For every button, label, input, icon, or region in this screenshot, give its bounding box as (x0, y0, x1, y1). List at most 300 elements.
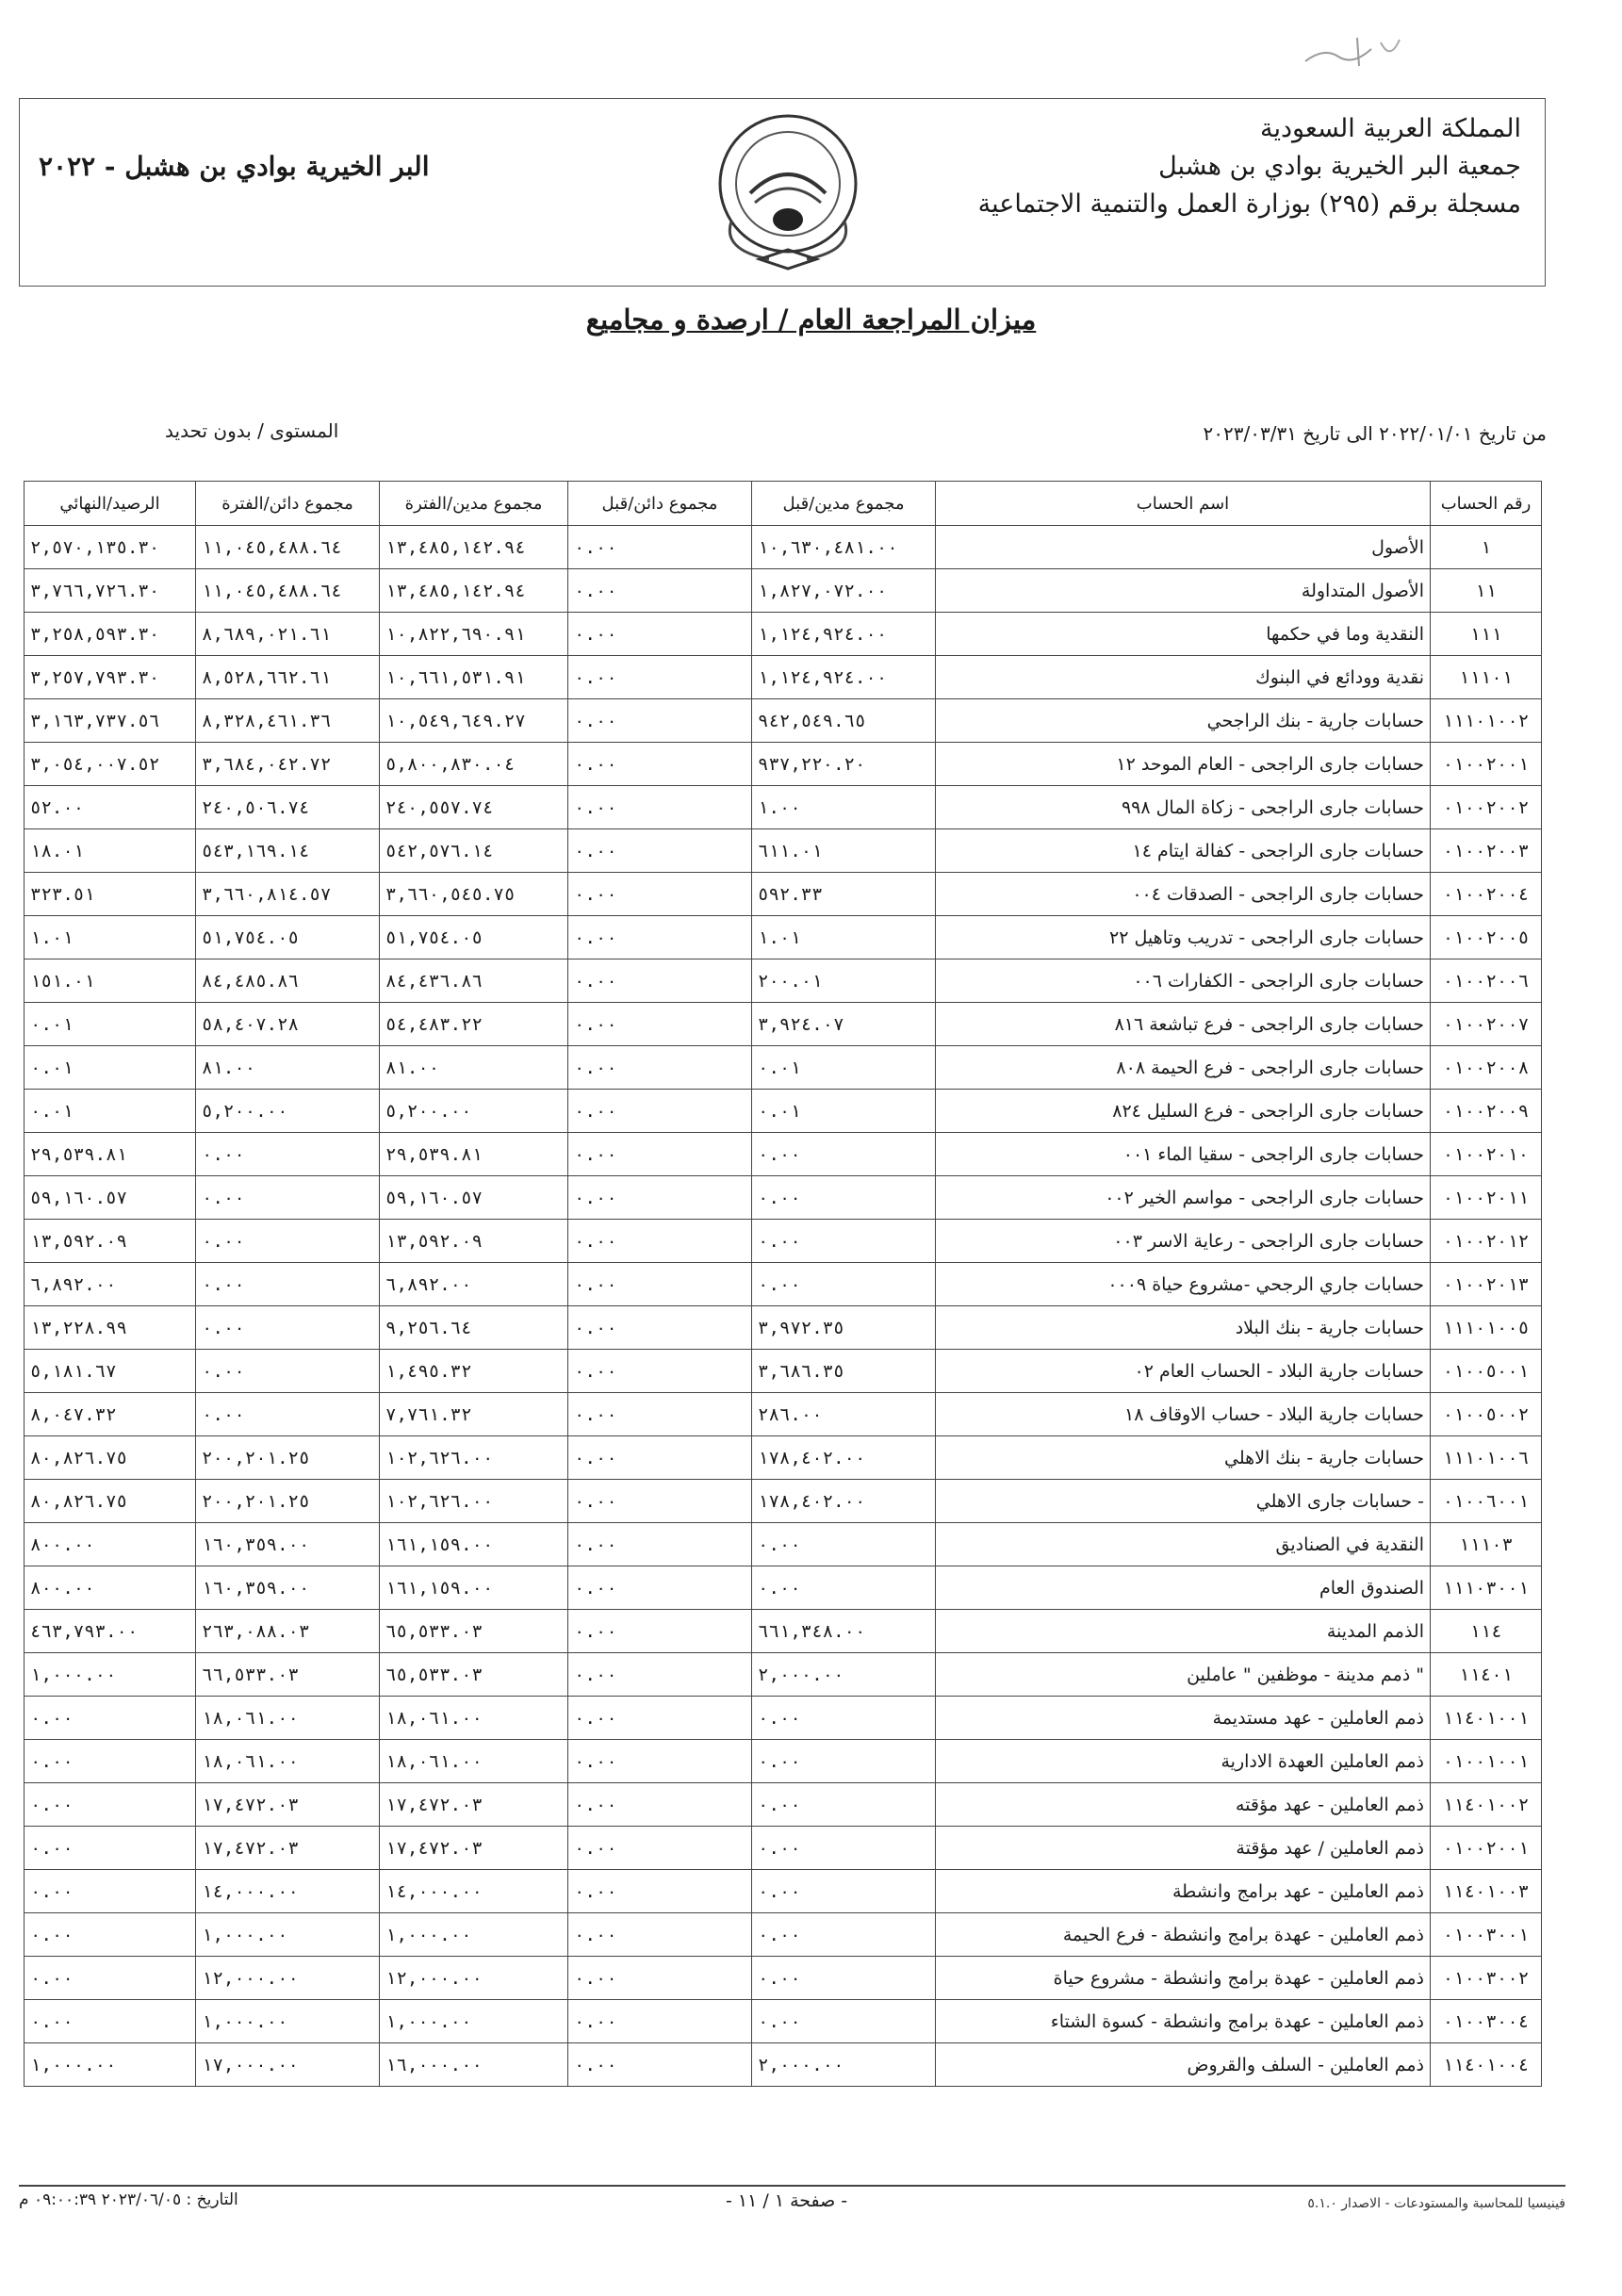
account-name-cell: حسابات جارية البلاد - حساب الاوقاف ١٨ (936, 1393, 1431, 1436)
credit-before-cell: ٠.٠٠ (568, 786, 752, 829)
debit-before-cell: ٠.٠٠ (752, 1263, 936, 1306)
level-filter: المستوى / بدون تحديد (165, 419, 339, 442)
credit-before-cell: ٠.٠٠ (568, 2043, 752, 2087)
account-number-cell: ٠١٠٠٥٠٠٢ (1431, 1393, 1542, 1436)
credit-period-cell: ٠.٠٠ (196, 1220, 380, 1263)
debit-period-cell: ١٠,٨٢٢,٦٩٠.٩١ (380, 613, 568, 656)
association-name: جمعية البر الخيرية بوادي بن هشبل (1158, 152, 1521, 181)
page-number: - صفحة ١ / ١١ - (726, 2190, 848, 2211)
final-balance-cell: ٠.٠٠ (25, 1783, 196, 1827)
debit-before-cell: ١٠,٦٣٠,٤٨١.٠٠ (752, 526, 936, 569)
account-name-cell: حسابات جارى الراجحى - تدريب وتاهيل ٢٢ (936, 916, 1431, 959)
debit-period-cell: ٥٩,١٦٠.٥٧ (380, 1176, 568, 1220)
final-balance-cell: ٥٢.٠٠ (25, 786, 196, 829)
debit-before-cell: ٢,٠٠٠.٠٠ (752, 1653, 936, 1697)
col-debit-period: مجموع مدين/الفترة (380, 482, 568, 526)
final-balance-cell: ١٣,٥٩٢.٠٩ (25, 1220, 196, 1263)
account-number-cell: ٠١٠٠٣٠٠١ (1431, 1913, 1542, 1957)
table-row (25, 1740, 1542, 1783)
final-balance-cell: ٨٠٠.٠٠ (25, 1566, 196, 1610)
letterhead (19, 98, 1546, 287)
account-name-cell: حسابات جارى الراجحى - زكاة المال ٩٩٨ (936, 786, 1431, 829)
credit-period-cell: ١٢,٠٠٠.٠٠ (196, 1957, 380, 2000)
account-name-cell: - حسابات جارى الاهلي (936, 1480, 1431, 1523)
credit-before-cell: ٠.٠٠ (568, 959, 752, 1003)
report-title: ميزان المراجعة العام / ارصدة و مجاميع (585, 303, 1037, 336)
credit-before-cell: ٠.٠٠ (568, 1176, 752, 1220)
credit-before-cell: ٠.٠٠ (568, 1306, 752, 1350)
debit-period-cell: ١٦١,١٥٩.٠٠ (380, 1523, 568, 1566)
account-number-cell: ٠١٠٠٢٠٠٧ (1431, 1003, 1542, 1046)
credit-period-cell: ٨,٥٢٨,٦٦٢.٦١ (196, 656, 380, 699)
debit-before-cell: ٠.٠٠ (752, 1957, 936, 2000)
account-name-cell: حسابات جارية - بنك البلاد (936, 1306, 1431, 1350)
table-row (25, 1870, 1542, 1913)
account-name-cell: ذمم العاملين - عهد مستديمة (936, 1697, 1431, 1740)
credit-period-cell: ١,٠٠٠.٠٠ (196, 1913, 380, 1957)
account-name-cell: حسابات جارى الراجحى - سقيا الماء ٠٠١ (936, 1133, 1431, 1176)
credit-period-cell: ٠.٠٠ (196, 1176, 380, 1220)
credit-period-cell: ١,٠٠٠.٠٠ (196, 2000, 380, 2043)
final-balance-cell: ٨,٠٤٧.٣٢ (25, 1393, 196, 1436)
account-name-cell: ذمم العاملين - عهد مؤقته (936, 1783, 1431, 1827)
credit-period-cell: ٨,٦٨٩,٠٢١.٦١ (196, 613, 380, 656)
account-name-cell: حسابات جارية البلاد - الحساب العام ٠٢ (936, 1350, 1431, 1393)
account-name-cell: حسابات جارى الراجحى - فرع الحيمة ٨٠٨ (936, 1046, 1431, 1090)
account-number-cell: ١١١٠١٠٠٥ (1431, 1306, 1542, 1350)
account-number-cell: ١١١ (1431, 613, 1542, 656)
table-row (25, 1653, 1542, 1697)
account-number-cell: ٠١٠٠٢٠٠٥ (1431, 916, 1542, 959)
table-row (25, 1263, 1542, 1306)
account-name-cell: نقدية وودائع في البنوك (936, 656, 1431, 699)
debit-period-cell: ٥٤٢,٥٧٦.١٤ (380, 829, 568, 873)
debit-period-cell: ١٢,٠٠٠.٠٠ (380, 1957, 568, 2000)
debit-period-cell: ٨٤,٤٣٦.٨٦ (380, 959, 568, 1003)
debit-period-cell: ٥١,٧٥٤.٠٥ (380, 916, 568, 959)
account-number-cell: ٠١٠٠٢٠٠٢ (1431, 786, 1542, 829)
account-name-cell: حسابات جارى الراجحى - الصدقات ٠٠٤ (936, 873, 1431, 916)
credit-period-cell: ١٨,٠٦١.٠٠ (196, 1740, 380, 1783)
credit-before-cell: ٠.٠٠ (568, 569, 752, 613)
account-name-cell: الأصول المتداولة (936, 569, 1431, 613)
handwritten-mark (1301, 28, 1404, 75)
final-balance-cell: ١٨.٠١ (25, 829, 196, 873)
table-row (25, 1090, 1542, 1133)
account-number-cell: ١ (1431, 526, 1542, 569)
account-number-cell: ١١١٠١ (1431, 656, 1542, 699)
debit-period-cell: ٦٥,٥٣٣.٠٣ (380, 1653, 568, 1697)
col-final-balance: الرصيد/النهائي (25, 482, 196, 526)
debit-before-cell: ٠.٠٠ (752, 1870, 936, 1913)
account-name-cell: حسابات جارية - بنك الاهلي (936, 1436, 1431, 1480)
debit-period-cell: ٥٤,٤٨٣.٢٢ (380, 1003, 568, 1046)
account-name-cell: الصندوق العام (936, 1566, 1431, 1610)
credit-period-cell: ٨٤,٤٨٥.٨٦ (196, 959, 380, 1003)
final-balance-cell: ١٥١.٠١ (25, 959, 196, 1003)
credit-before-cell: ٠.٠٠ (568, 1957, 752, 2000)
final-balance-cell: ٦,٨٩٢.٠٠ (25, 1263, 196, 1306)
debit-period-cell: ٢٤٠,٥٥٧.٧٤ (380, 786, 568, 829)
debit-period-cell: ١٣,٥٩٢.٠٩ (380, 1220, 568, 1263)
table-row (25, 2043, 1542, 2087)
final-balance-cell: ٠.٠٠ (25, 1827, 196, 1870)
debit-before-cell: ٠.٠٠ (752, 1697, 936, 1740)
account-name-cell: ذمم العاملين - عهدة برامج وانشطة - فرع الحيمة (936, 1913, 1431, 1957)
account-number-cell: ٠١٠٠٦٠٠١ (1431, 1480, 1542, 1523)
table-row (25, 1697, 1542, 1740)
account-name-cell: حسابات جارى الراجحى - كفالة ايتام ١٤ (936, 829, 1431, 873)
debit-before-cell: ١,١٢٤,٩٢٤.٠٠ (752, 656, 936, 699)
debit-before-cell: ٠.٠٠ (752, 1523, 936, 1566)
final-balance-cell: ٣,٠٥٤,٠٠٧.٥٢ (25, 743, 196, 786)
credit-before-cell: ٠.٠٠ (568, 1566, 752, 1610)
credit-before-cell: ٠.٠٠ (568, 699, 752, 743)
final-balance-cell: ٣,٢٥٧,٧٩٣.٣٠ (25, 656, 196, 699)
credit-period-cell: ٦٦,٥٣٣.٠٣ (196, 1653, 380, 1697)
account-number-cell: ٠١٠٠٢٠٠٩ (1431, 1090, 1542, 1133)
credit-period-cell: ٣,٦٦٠,٨١٤.٥٧ (196, 873, 380, 916)
account-name-cell: النقدية وما في حكمها (936, 613, 1431, 656)
debit-before-cell: ١٧٨,٤٠٢.٠٠ (752, 1436, 936, 1480)
account-number-cell: ٠١٠٠٢٠٠٤ (1431, 873, 1542, 916)
debit-period-cell: ١,٠٠٠.٠٠ (380, 1913, 568, 1957)
table-row (25, 526, 1542, 569)
final-balance-cell: ٣,١٦٣,٧٣٧.٥٦ (25, 699, 196, 743)
account-name-cell: الأصول (936, 526, 1431, 569)
col-account-number: رقم الحساب (1431, 482, 1542, 526)
account-name-cell: النقدية في الصناديق (936, 1523, 1431, 1566)
col-debit-before: مجموع مدين/قبل (752, 482, 936, 526)
final-balance-cell: ١٣,٢٢٨.٩٩ (25, 1306, 196, 1350)
debit-before-cell: ٠.٠٠ (752, 1566, 936, 1610)
table-row (25, 569, 1542, 613)
account-number-cell: ٠١٠٠٢٠١٠ (1431, 1133, 1542, 1176)
association-logo-icon (713, 108, 863, 273)
credit-period-cell: ٢٦٣,٠٨٨.٠٣ (196, 1610, 380, 1653)
account-number-cell: ١١٤٠١٠٠١ (1431, 1697, 1542, 1740)
credit-before-cell: ٠.٠٠ (568, 1436, 752, 1480)
debit-period-cell: ١,٤٩٥.٣٢ (380, 1350, 568, 1393)
table-row (25, 1610, 1542, 1653)
debit-before-cell: ٣,٩٧٢.٣٥ (752, 1306, 936, 1350)
table-row (25, 829, 1542, 873)
final-balance-cell: ٠.٠٠ (25, 1913, 196, 1957)
credit-before-cell: ٠.٠٠ (568, 1610, 752, 1653)
debit-period-cell: ٧,٧٦١.٣٢ (380, 1393, 568, 1436)
country-line: المملكة العربية السعودية (1259, 114, 1521, 143)
table-row (25, 1436, 1542, 1480)
table-row (25, 1350, 1542, 1393)
credit-period-cell: ١٦٠,٣٥٩.٠٠ (196, 1566, 380, 1610)
table-row (25, 1523, 1542, 1566)
credit-period-cell: ٥١,٧٥٤.٠٥ (196, 916, 380, 959)
final-balance-cell: ٠.٠٠ (25, 1957, 196, 2000)
table-row (25, 656, 1542, 699)
credit-period-cell: ١٤,٠٠٠.٠٠ (196, 1870, 380, 1913)
account-number-cell: ١١ (1431, 569, 1542, 613)
debit-before-cell: ٩٤٢,٥٤٩.٦٥ (752, 699, 936, 743)
credit-before-cell: ٠.٠٠ (568, 1350, 752, 1393)
final-balance-cell: ٢,٥٧٠,١٣٥.٣٠ (25, 526, 196, 569)
table-row (25, 1957, 1542, 2000)
credit-period-cell: ٥٨,٤٠٧.٢٨ (196, 1003, 380, 1046)
credit-before-cell: ٠.٠٠ (568, 1133, 752, 1176)
debit-period-cell: ١٦,٠٠٠.٠٠ (380, 2043, 568, 2087)
table-row (25, 1003, 1542, 1046)
credit-period-cell: ٢٠٠,٢٠١.٢٥ (196, 1436, 380, 1480)
account-name-cell: ذمم العاملين العهدة الادارية (936, 1740, 1431, 1783)
credit-period-cell: ٥,٢٠٠.٠٠ (196, 1090, 380, 1133)
credit-before-cell: ٠.٠٠ (568, 656, 752, 699)
table-row (25, 613, 1542, 656)
table-row (25, 1480, 1542, 1523)
debit-period-cell: ١٨,٠٦١.٠٠ (380, 1740, 568, 1783)
credit-before-cell: ٠.٠٠ (568, 1913, 752, 1957)
final-balance-cell: ٨٠,٨٢٦.٧٥ (25, 1480, 196, 1523)
credit-period-cell: ١١,٠٤٥,٤٨٨.٦٤ (196, 526, 380, 569)
debit-before-cell: ٠.٠٠ (752, 1220, 936, 1263)
credit-period-cell: ١٧,٤٧٢.٠٣ (196, 1827, 380, 1870)
debit-before-cell: ٦٦١,٣٤٨.٠٠ (752, 1610, 936, 1653)
final-balance-cell: ١.٠١ (25, 916, 196, 959)
debit-before-cell: ٩٣٧,٢٢٠.٢٠ (752, 743, 936, 786)
debit-period-cell: ١٤,٠٠٠.٠٠ (380, 1870, 568, 1913)
account-name-cell: ذمم العاملين - عهدة برامج وانشطة - مشروع حياة (936, 1957, 1431, 2000)
debit-before-cell: ٠.٠٠ (752, 2000, 936, 2043)
account-number-cell: ١١١٠١٠٠٢ (1431, 699, 1542, 743)
credit-before-cell: ٠.٠٠ (568, 1827, 752, 1870)
account-name-cell: ذمم العاملين - عهدة برامج وانشطة - كسوة الشتاء (936, 2000, 1431, 2043)
credit-period-cell: ٣,٦٨٤,٠٤٢.٧٢ (196, 743, 380, 786)
organization-block (978, 110, 1521, 223)
debit-before-cell: ٢٨٦.٠٠ (752, 1393, 936, 1436)
table-row (25, 1176, 1542, 1220)
credit-before-cell: ٠.٠٠ (568, 829, 752, 873)
debit-before-cell: ٠.٠٠ (752, 1740, 936, 1783)
table-row (25, 916, 1542, 959)
account-number-cell: ١١٤٠١ (1431, 1653, 1542, 1697)
credit-period-cell: ١٧,٠٠٠.٠٠ (196, 2043, 380, 2087)
account-number-cell: ١١٤ (1431, 1610, 1542, 1653)
final-balance-cell: ٠.٠٠ (25, 1740, 196, 1783)
debit-period-cell: ١,٠٠٠.٠٠ (380, 2000, 568, 2043)
col-account-name: اسم الحساب (936, 482, 1431, 526)
credit-period-cell: ٠.٠٠ (196, 1133, 380, 1176)
debit-before-cell: ٥٩٢.٣٣ (752, 873, 936, 916)
debit-period-cell: ١٠٢,٦٢٦.٠٠ (380, 1436, 568, 1480)
final-balance-cell: ٠.٠١ (25, 1003, 196, 1046)
debit-before-cell: ٢,٠٠٠.٠٠ (752, 2043, 936, 2087)
credit-period-cell: ٨,٣٢٨,٤٦١.٣٦ (196, 699, 380, 743)
account-name-cell: ذمم العاملين - السلف والقروض (936, 2043, 1431, 2087)
debit-period-cell: ٥,٢٠٠.٠٠ (380, 1090, 568, 1133)
account-number-cell: ٠١٠٠٥٠٠١ (1431, 1350, 1542, 1393)
account-number-cell: ٠١٠٠٢٠٠١ (1431, 743, 1542, 786)
credit-period-cell: ٠.٠٠ (196, 1393, 380, 1436)
credit-before-cell: ٠.٠٠ (568, 2000, 752, 2043)
final-balance-cell: ٥,١٨١.٦٧ (25, 1350, 196, 1393)
debit-before-cell: ٠.٠٠ (752, 1783, 936, 1827)
credit-period-cell: ٠.٠٠ (196, 1306, 380, 1350)
credit-before-cell: ٠.٠٠ (568, 1523, 752, 1566)
credit-before-cell: ٠.٠٠ (568, 1697, 752, 1740)
credit-before-cell: ٠.٠٠ (568, 1263, 752, 1306)
account-number-cell: ٠١٠٠٢٠١٣ (1431, 1263, 1542, 1306)
debit-before-cell: ٠.٠١ (752, 1090, 936, 1133)
credit-before-cell: ٠.٠٠ (568, 1220, 752, 1263)
table-row (25, 1566, 1542, 1610)
account-name-cell: حسابات جارى الراجحى - فرع تباشعة ٨١٦ (936, 1003, 1431, 1046)
account-name-cell: " ذمم مدينة - موظفين " عاملين (936, 1653, 1431, 1697)
final-balance-cell: ٤٦٣,٧٩٣.٠٠ (25, 1610, 196, 1653)
credit-period-cell: ١٦٠,٣٥٩.٠٠ (196, 1523, 380, 1566)
final-balance-cell: ٨٠٠.٠٠ (25, 1523, 196, 1566)
debit-period-cell: ٩,٢٥٦.٦٤ (380, 1306, 568, 1350)
debit-before-cell: ٠.٠١ (752, 1046, 936, 1090)
table-row (25, 699, 1542, 743)
credit-period-cell: ١٨,٠٦١.٠٠ (196, 1697, 380, 1740)
credit-period-cell: ٥٤٣,١٦٩.١٤ (196, 829, 380, 873)
credit-period-cell: ٢٠٠,٢٠١.٢٥ (196, 1480, 380, 1523)
table-body (25, 526, 1542, 2087)
association-year-title: البر الخيرية بوادي بن هشبل - ٢٠٢٢ (39, 151, 430, 182)
table-row (25, 1393, 1542, 1436)
credit-before-cell: ٠.٠٠ (568, 1480, 752, 1523)
account-name-cell: حسابات جارى الراجحى - مواسم الخير ٠٠٢ (936, 1176, 1431, 1220)
debit-period-cell: ١٧,٤٧٢.٠٣ (380, 1783, 568, 1827)
debit-period-cell: ٣,٦٦٠,٥٤٥.٧٥ (380, 873, 568, 916)
debit-period-cell: ١٠,٥٤٩,٦٤٩.٢٧ (380, 699, 568, 743)
final-balance-cell: ٠.٠٠ (25, 1697, 196, 1740)
account-number-cell: ٠١٠٠٢٠٠٨ (1431, 1046, 1542, 1090)
debit-before-cell: ٣,٦٨٦.٣٥ (752, 1350, 936, 1393)
account-number-cell: ١١٤٠١٠٠٣ (1431, 1870, 1542, 1913)
table-row (25, 1046, 1542, 1090)
account-name-cell: حسابات جارى الراجحى - الكفارات ٠٠٦ (936, 959, 1431, 1003)
debit-period-cell: ١٠,٦٦١,٥٣١.٩١ (380, 656, 568, 699)
credit-before-cell: ٠.٠٠ (568, 1870, 752, 1913)
debit-before-cell: ٣,٩٢٤.٠٧ (752, 1003, 936, 1046)
account-name-cell: حسابات جارية - بنك الراجحي (936, 699, 1431, 743)
credit-period-cell: ٠.٠٠ (196, 1350, 380, 1393)
table-row (25, 1220, 1542, 1263)
account-number-cell: ١١١٠١٠٠٦ (1431, 1436, 1542, 1480)
debit-before-cell: ٠.٠٠ (752, 1133, 936, 1176)
credit-before-cell: ٠.٠٠ (568, 613, 752, 656)
account-number-cell: ١١٤٠١٠٠٤ (1431, 2043, 1542, 2087)
final-balance-cell: ١,٠٠٠.٠٠ (25, 1653, 196, 1697)
page-footer (0, 2185, 1622, 2241)
account-number-cell: ٠١٠٠١٠٠١ (1431, 1740, 1542, 1783)
debit-period-cell: ٨١.٠٠ (380, 1046, 568, 1090)
debit-before-cell: ٢٠٠.٠١ (752, 959, 936, 1003)
trial-balance-table (24, 481, 1542, 2087)
debit-before-cell: ٠.٠٠ (752, 1913, 936, 1957)
credit-period-cell: ٨١.٠٠ (196, 1046, 380, 1090)
credit-before-cell: ٠.٠٠ (568, 1783, 752, 1827)
final-balance-cell: ٣٢٣.٥١ (25, 873, 196, 916)
final-balance-cell: ٣,٧٦٦,٧٢٦.٣٠ (25, 569, 196, 613)
final-balance-cell: ٠.٠١ (25, 1046, 196, 1090)
debit-period-cell: ٦,٨٩٢.٠٠ (380, 1263, 568, 1306)
table-row (25, 2000, 1542, 2043)
table-row (25, 1783, 1542, 1827)
account-number-cell: ٠١٠٠٢٠٠٦ (1431, 959, 1542, 1003)
final-balance-cell: ٠.٠٠ (25, 1870, 196, 1913)
credit-before-cell: ٠.٠٠ (568, 916, 752, 959)
account-number-cell: ٠١٠٠٣٠٠٤ (1431, 2000, 1542, 2043)
debit-period-cell: ١٨,٠٦١.٠٠ (380, 1697, 568, 1740)
account-number-cell: ١١٤٠١٠٠٢ (1431, 1783, 1542, 1827)
print-timestamp: التاريخ : ٢٠٢٣/٠٦/٠٥ ٠٩:٠٠:٣٩ م (19, 2190, 238, 2209)
account-number-cell: ٠١٠٠٢٠٠١ (1431, 1827, 1542, 1870)
final-balance-cell: ١,٠٠٠.٠٠ (25, 2043, 196, 2087)
debit-period-cell: ١٣,٤٨٥,١٤٢.٩٤ (380, 569, 568, 613)
debit-period-cell: ٦٥,٥٣٣.٠٣ (380, 1610, 568, 1653)
debit-before-cell: ١.٠٠ (752, 786, 936, 829)
date-range: من تاريخ ٢٠٢٢/٠١/٠١ الى تاريخ ٢٠٢٣/٠٣/٣١ (1203, 422, 1547, 445)
table-row (25, 1913, 1542, 1957)
table-row (25, 786, 1542, 829)
software-version: فينيسيا للمحاسبة والمستودعات - الاصدار ٥.١.٠ (1307, 2196, 1565, 2211)
account-name-cell: حسابات جارى الراجحى - العام الموحد ١٢ (936, 743, 1431, 786)
credit-period-cell: ١٧,٤٧٢.٠٣ (196, 1783, 380, 1827)
account-number-cell: ٠١٠٠٣٠٠٢ (1431, 1957, 1542, 2000)
account-number-cell: ٠١٠٠٢٠٠٣ (1431, 829, 1542, 873)
table-row (25, 959, 1542, 1003)
credit-before-cell: ٠.٠٠ (568, 1090, 752, 1133)
final-balance-cell: ٣,٢٥٨,٥٩٣.٣٠ (25, 613, 196, 656)
credit-period-cell: ١١,٠٤٥,٤٨٨.٦٤ (196, 569, 380, 613)
credit-before-cell: ٠.٠٠ (568, 1653, 752, 1697)
debit-before-cell: ١,٨٢٧,٠٧٢.٠٠ (752, 569, 936, 613)
table-row (25, 743, 1542, 786)
account-number-cell: ٠١٠٠٢٠١١ (1431, 1176, 1542, 1220)
credit-before-cell: ٠.٠٠ (568, 1003, 752, 1046)
debit-before-cell: ١٧٨,٤٠٢.٠٠ (752, 1480, 936, 1523)
debit-before-cell: ١.٠١ (752, 916, 936, 959)
credit-period-cell: ٢٤٠,٥٠٦.٧٤ (196, 786, 380, 829)
col-credit-period: مجموع دائن/الفترة (196, 482, 380, 526)
debit-period-cell: ١٦١,١٥٩.٠٠ (380, 1566, 568, 1610)
account-name-cell: ذمم العاملين - عهد برامج وانشطة (936, 1870, 1431, 1913)
debit-period-cell: ٥,٨٠٠,٨٣٠.٠٤ (380, 743, 568, 786)
credit-before-cell: ٠.٠٠ (568, 743, 752, 786)
final-balance-cell: ٨٠,٨٢٦.٧٥ (25, 1436, 196, 1480)
table-row (25, 1827, 1542, 1870)
credit-before-cell: ٠.٠٠ (568, 526, 752, 569)
final-balance-cell: ٠.٠٠ (25, 2000, 196, 2043)
debit-period-cell: ١٧,٤٧٢.٠٣ (380, 1827, 568, 1870)
debit-period-cell: ٢٩,٥٣٩.٨١ (380, 1133, 568, 1176)
table-row (25, 1133, 1542, 1176)
account-name-cell: ذمم العاملين / عهد مؤقتة (936, 1827, 1431, 1870)
account-name-cell: حسابات جارى الراجحى - رعاية الاسر ٠٠٣ (936, 1220, 1431, 1263)
credit-before-cell: ٠.٠٠ (568, 1393, 752, 1436)
debit-before-cell: ٠.٠٠ (752, 1176, 936, 1220)
final-balance-cell: ٠.٠١ (25, 1090, 196, 1133)
table-row (25, 873, 1542, 916)
account-number-cell: ١١١٠٣٠٠١ (1431, 1566, 1542, 1610)
debit-period-cell: ١٠٢,٦٢٦.٠٠ (380, 1480, 568, 1523)
account-name-cell: حسابات جارى الراجحى - فرع السليل ٨٢٤ (936, 1090, 1431, 1133)
table-header-row (25, 482, 1542, 526)
final-balance-cell: ٥٩,١٦٠.٥٧ (25, 1176, 196, 1220)
debit-period-cell: ١٣,٤٨٥,١٤٢.٩٤ (380, 526, 568, 569)
final-balance-cell: ٢٩,٥٣٩.٨١ (25, 1133, 196, 1176)
credit-before-cell: ٠.٠٠ (568, 1046, 752, 1090)
